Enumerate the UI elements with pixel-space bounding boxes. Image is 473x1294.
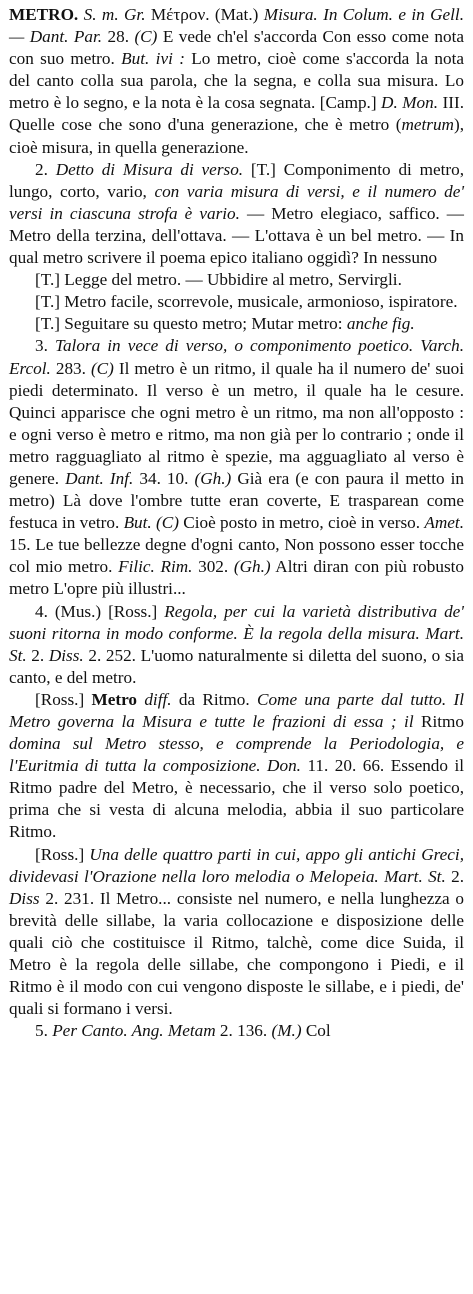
- body-text: 283.: [50, 358, 91, 378]
- body-text: III. Quelle cose che sono d'una generazione, che è metro (: [9, 93, 464, 135]
- body-text: Cioè posto in metro, cioè in verso.: [178, 513, 425, 533]
- body-text: Già era (e con paura il metto in metro) Là dove l'ombre tutte eran coverte, E trasparean come festuca in vetro.: [9, 468, 465, 533]
- italic-text: metrum: [401, 115, 454, 135]
- body-text: 34. 10.: [133, 468, 195, 488]
- italic-text: Diss: [9, 888, 40, 908]
- italic-text: Talora in vece di verso, o componimento poetico. Varch. Ercol.: [9, 336, 464, 378]
- body-text: 5.: [35, 1021, 53, 1041]
- italic-text: con varia misura di versi, e il numero de' versi in ciascuna strofa è vario.: [9, 181, 465, 223]
- entry-paragraph: [9, 844, 464, 1021]
- body-text: 11. 20. 66. Essendo il Ritmo padre del Metro, è necessario, che il verso solo poetico, prima che si vesta di alcuna melodia, abbia il suo particolare Ritmo.: [9, 756, 465, 842]
- entry-paragraph: [9, 313, 464, 335]
- body-text: [T.] Legge del metro. — Ubbidire al metro, Servirgli.: [35, 270, 402, 290]
- body-text: Il metro è un ritmo, il quale ha il numero de' suoi piedi determinato. Il verso è un metro, il quale ha le cesure. Quinci apparisce che ogni metro è un ritmo, ma non all'opposto : e ogni verso è metro e ritmo, ma non già per lo contrario ; onde il metro ragguagliato al ritmo è spezie, ma agguagliato al verso è genere.: [9, 358, 464, 488]
- italic-text: Amet.: [424, 513, 464, 533]
- italic-text: (C): [90, 358, 114, 378]
- headword-text: METRO.: [9, 5, 79, 24]
- entry-paragraph: [9, 159, 464, 269]
- body-text: [T.] Seguitare su questo metro; Mutar metro:: [35, 314, 347, 334]
- body-text: ), cioè misura, in quella generazione.: [9, 115, 464, 157]
- entry-paragraph: [9, 291, 464, 313]
- italic-text: (Gh.): [233, 557, 271, 577]
- body-text: Altri diran con più robusto metro L'opre più illustri...: [9, 557, 465, 599]
- italic-text: Detto di Misura di verso.: [55, 159, 244, 179]
- body-text: 2. 252. L'uomo naturalmente si diletta del suono, o sia canto, e del metro.: [9, 645, 465, 687]
- italic-text: Regola, per cui la varietà distributiva de' suoni ritorna in modo conforme. È la regola della misura. Mart. St.: [9, 601, 464, 665]
- body-text: Col: [301, 1021, 331, 1041]
- body-text: 302.: [192, 557, 234, 577]
- italic-text: Misura. In Colum. e in Gell. — Dant. Par.: [9, 5, 464, 47]
- italic-text: D. Mon.: [381, 93, 439, 113]
- entry-paragraph: [9, 4, 464, 159]
- italic-text: Una delle quattro parti in cui, appo gli antichi Greci, dividevasi l'Orazione nella loro melodia o Melopeia. Mart. St.: [9, 844, 464, 886]
- body-text: [Ross.]: [35, 689, 92, 709]
- entry-paragraph: [9, 601, 464, 689]
- body-text: 28.: [102, 27, 135, 47]
- body-text: 3.: [35, 336, 55, 356]
- italic-text: Per Canto. Ang. Metam: [52, 1021, 216, 1041]
- body-text: 2.: [35, 159, 56, 179]
- italic-text: (Gh.): [194, 468, 232, 488]
- body-text: 2.: [26, 645, 49, 665]
- body-text: E vede ch'el s'accorda Con esso come nota con suo metro.: [9, 27, 464, 69]
- body-text: 2.: [445, 866, 465, 886]
- body-text: 15. Le tue bellezze degne d'ogni canto, Non possono esser tocche col mio metro.: [9, 535, 464, 577]
- body-text: 4. (Mus.) [Ross.]: [35, 601, 165, 621]
- entry-paragraph: [9, 689, 464, 844]
- italic-text: domina sul Metro stesso, e comprende la Periodologia, e l'Euritmia di tutta la composizione. Don.: [9, 734, 464, 776]
- italic-text: But. (C): [123, 513, 179, 533]
- italic-text: Come una parte dal tutto. Il Metro governa la Misura e tutte le frazioni di essa ; il: [9, 689, 465, 731]
- body-text: 2. 231. Il Metro... consiste nel numero, e nella lunghezza o brevità delle sillabe, la varia collocazione e disposizione delle quali ciò che costituisce il Ritmo, talchè, come dice Suida, il Metro è la regola delle sillabe, che compongono i Piedi, e il Ritmo è il modo con cui vengono disposte le sillabe, e i piedi, de' quali si formano i versi.: [9, 888, 464, 1019]
- body-text: Lo metro, cioè come s'accorda la nota del canto colla sua parola, che la segna, e colla sua misura. Lo metro è lo segno, e la nota è la cosa segnata. [Camp.]: [9, 49, 464, 113]
- dictionary-entry-metro: [9, 4, 464, 1042]
- italic-text: anche fig.: [346, 314, 415, 334]
- headword-text: Metro: [91, 689, 137, 709]
- body-text: [Ross.]: [35, 844, 90, 864]
- italic-text: (C): [134, 27, 158, 47]
- entry-paragraph: [9, 1020, 464, 1042]
- italic-text: diff.: [144, 689, 172, 709]
- body-text: [T.] Metro facile, scorrevole, musicale, armonioso, ispiratore.: [35, 292, 458, 312]
- body-text: da Ritmo.: [171, 689, 257, 709]
- italic-text: (M.): [271, 1021, 302, 1041]
- entry-paragraph: [9, 335, 464, 600]
- italic-text: Filic. Rim.: [118, 557, 193, 577]
- italic-text: But. ivi :: [121, 49, 185, 69]
- body-text: [T.] Componimento di metro, lungo, corto, vario,: [9, 159, 465, 201]
- body-text: — Metro elegiaco, saffico. — Metro della terzina, dell'ottava. — L'ottava è un bel metro. — In qual metro scrivere il poema epico italiano oggidì? In nessuno: [9, 203, 464, 268]
- italic-text: Dant. Inf.: [65, 468, 134, 488]
- entry-paragraph: [9, 269, 464, 291]
- body-text: 2. 136.: [215, 1021, 272, 1041]
- body-text: Μέτρον. (Mat.): [145, 5, 264, 24]
- italic-text: S. m. Gr.: [83, 5, 146, 24]
- body-text: Ritmo: [413, 712, 464, 731]
- italic-text: Diss.: [48, 645, 84, 665]
